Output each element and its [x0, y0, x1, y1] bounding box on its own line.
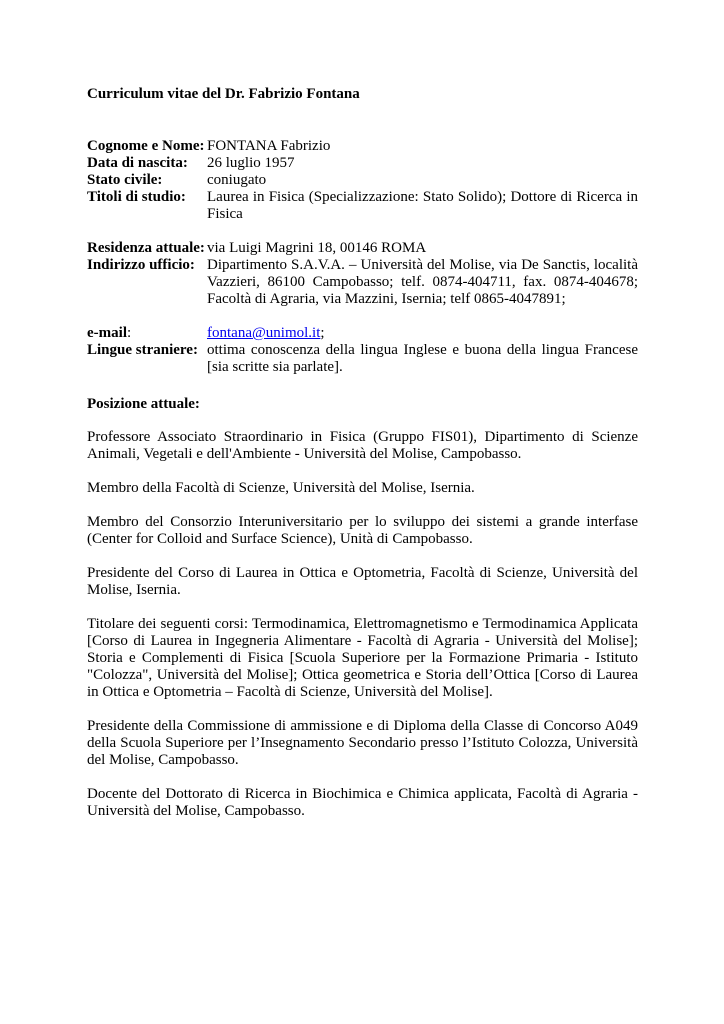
label-colon: : — [126, 325, 132, 341]
position-paragraph: Membro della Facoltà di Scienze, Università del Molise, Isernia. — [87, 480, 475, 496]
position-paragraph: Docente del Dottorato di Ricerca in Biochimica e Chimica applicata, Facoltà di Agraria - Università del Molise, Campobasso. — [87, 786, 638, 819]
field-label: Indirizzo ufficio: — [87, 257, 195, 273]
field-value: ottima conoscenza della lingua Inglese e buona della lingua Francese [sia scritte sia parlate]. — [207, 342, 638, 375]
field-label: Stato civile: — [87, 172, 163, 188]
position-paragraph: Titolare dei seguenti corsi: Termodinamica, Elettromagnetismo e Termodinamica Applicata [Corso di Laurea in Ingegneria Alimentare - Facoltà di Agraria - Università del Molise]; Storia e Complementi di Fisica [Scuola Superiore per la Formazione Primaria - Istituto "Colozza", Università del Molise]; Ottica geometrica e Storia dell’Ottica [Corso di Laurea in Ottica e Optometria – Facoltà di Scienze, Università del Molise]. — [87, 616, 638, 700]
field-value — [207, 325, 638, 342]
email-suffix: ; — [320, 325, 325, 341]
position-paragraph: Professore Associato Straordinario in Fisica (Gruppo FIS01), Dipartimento di Scienze Animali, Vegetali e dell'Ambiente - Università del Molise, Campobasso. — [87, 429, 638, 462]
field-value: FONTANA Fabrizio — [207, 138, 331, 154]
field-label: Lingue straniere: — [87, 342, 198, 358]
position-paragraph: Presidente della Commissione di ammissione e di Diploma della Classe di Concorso A049 della Scuola Superiore per l’Insegnamento Secondario presso l’Istituto Colozza, Università del Molise, Campobasso. — [87, 718, 638, 768]
field-value: Dipartimento S.A.V.A. – Università del Molise, via De Sanctis, località Vazzieri, 86100 Campobasso; telf. 0874-404711, fax. 0874-404678; Facoltà di Agraria, via Mazzini, Isernia; telf 0865-4047891; — [207, 257, 638, 307]
position-paragraph: Membro del Consorzio Interuniversitario per lo sviluppo dei sistemi a grande interfase (Center for Colloid and Surface Science), Unità di Campobasso. — [87, 514, 638, 547]
field-label: Titoli di studio: — [87, 189, 186, 205]
position-paragraph: Presidente del Corso di Laurea in Ottica e Optometria, Facoltà di Scienze, Università del Molise, Isernia. — [87, 565, 638, 598]
field-value: coniugato — [207, 172, 267, 188]
field-label: Cognome e Nome: — [87, 138, 205, 154]
document-title: Curriculum vitae del Dr. Fabrizio Fontana — [87, 86, 360, 102]
field-label: Data di nascita: — [87, 155, 188, 171]
field-label — [87, 325, 131, 342]
section-heading: Posizione attuale: — [87, 396, 200, 412]
field-value: 26 luglio 1957 — [207, 155, 295, 171]
field-value: Laurea in Fisica (Specializzazione: Stato Solido); Dottore di Ricerca in Fisica — [207, 189, 638, 222]
field-label: Residenza attuale: — [87, 240, 205, 256]
email-link[interactable]: fontana@unimol.it — [207, 325, 321, 341]
field-value: via Luigi Magrini 18, 00146 ROMA — [207, 240, 427, 256]
email-label: e-mail — [87, 325, 127, 341]
